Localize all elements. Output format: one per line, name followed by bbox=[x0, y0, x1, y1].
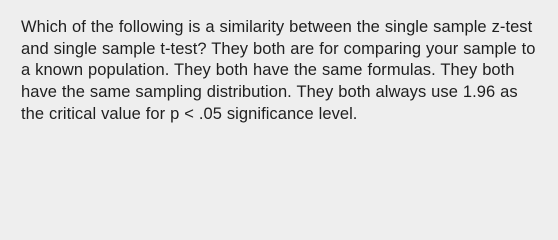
question-text: Which of the following is a similarity between the single sample z-test and single sample t-test? They both are for comparing your sample to a known population. They both have the same formulas. They both have the same sampling distribution. They both always use 1.96 as the critical value for p < .05 significance level. bbox=[21, 18, 536, 123]
